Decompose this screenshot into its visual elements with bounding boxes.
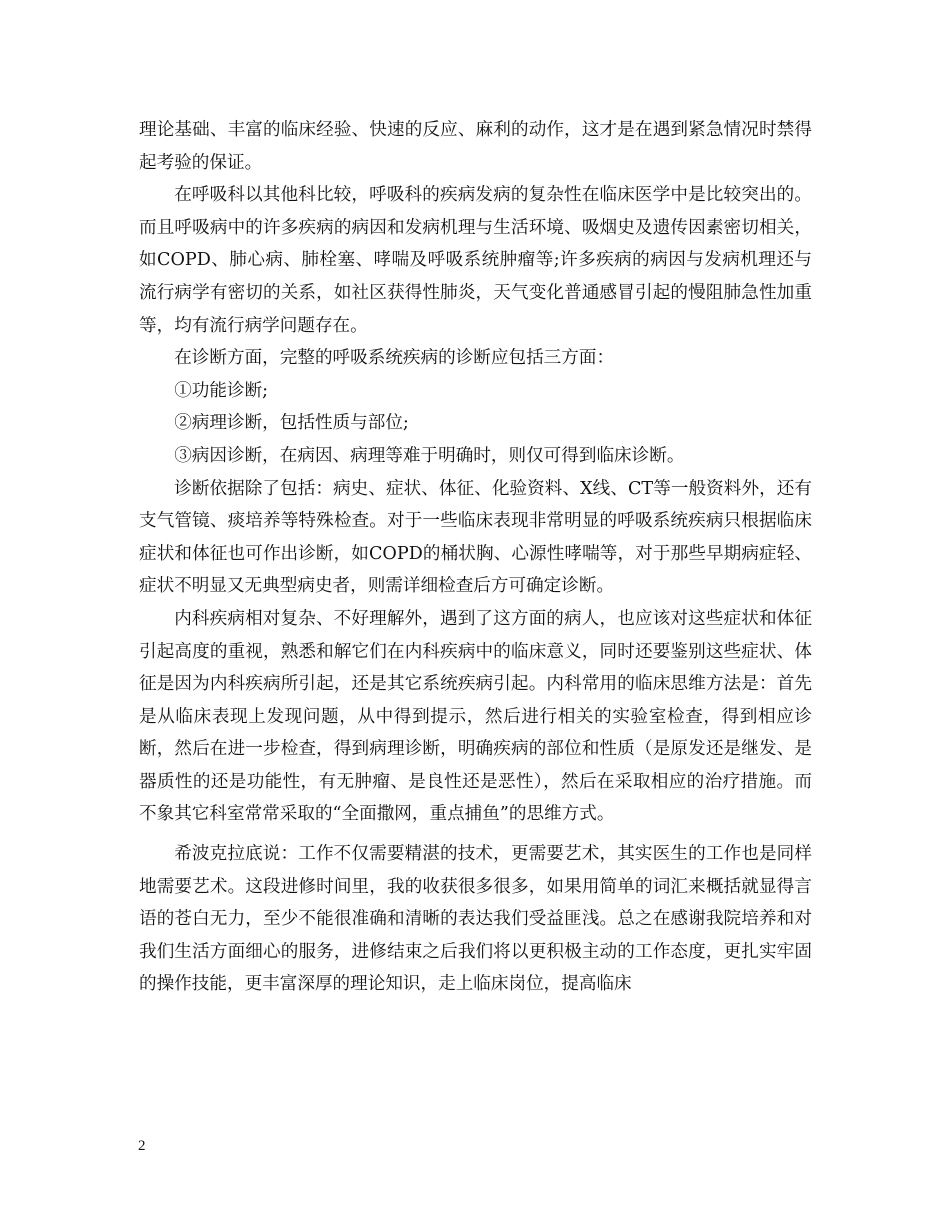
list-item-functional-diagnosis: ①功能诊断;	[174, 380, 269, 401]
paragraph-continuation: 理论基础、丰富的临床经验、快速的反应、麻利的动作，这才是在遇到紧急情况时禁得起考验的保证。	[139, 120, 812, 173]
list-item-etiological-diagnosis: ③病因诊断，在病因、病理等难于明确时，则仅可得到临床诊断。	[174, 445, 685, 466]
page-number: 2	[138, 1138, 146, 1154]
paragraph-diagnosis-intro: 在诊断方面，完整的呼吸系统疾病的诊断应包括三方面：	[174, 348, 615, 369]
paragraph-hippocrates: 希波克拉底说：工作不仅需要精湛的技术，更需要艺术，其实医生的工作也是同样地需要艺术。这段进修时间里，我的收获很多很多，如果用简单的词汇来概括就显得言语的苍白无力，至少不能很准确和清晰的表达我们受益匪浅。总之在感谢我院培养和对我们生活方面细心的服务，进修结束之后我们将以更积极主动的工作态度，更扎实牢固的操作技能，更丰富深厚的理论知识，走上临床岗位，提高临床	[139, 844, 812, 995]
paragraph-respiratory-complexity: 在呼吸科以其他科比较，呼吸科的疾病发病的复杂性在临床医学中是比较突出的。而且呼吸病中的许多疾病的病因和发病机理与生活环境、吸烟史及遗传因素密切相关，如COPD、肺心病、肺栓塞、哮喘及呼吸系统肿瘤等;许多疾病的病因与发病机理还与流行病学有密切的关系，如社区获得性肺炎，天气变化普通感冒引起的慢阻肺急性加重等，均有流行病学问题存在。	[139, 185, 812, 336]
paragraph-diagnostic-basis: 诊断依据除了包括：病史、症状、体征、化验资料、X线、CT等一般资料外，还有支气管镜、痰培养等特殊检查。对于一些临床表现非常明显的呼吸系统疾病只根据临床症状和体征也可作出诊断，如COPD的桶状胸、心源性哮喘等，对于那些早期病症轻、症状不明显又无典型病史者，则需详细检查后方可确定诊断。	[139, 478, 812, 597]
document-body	[139, 114, 812, 1001]
list-item-pathological-diagnosis: ②病理诊断，包括性质与部位;	[174, 413, 409, 434]
paragraph-clinical-thinking: 内科疾病相对复杂、不好理解外，遇到了这方面的病人，也应该对这些症状和体征引起高度的重视，熟悉和解它们在内科疾病中的临床意义，同时还要鉴别这些症状、体征是因为内科疾病所引起，还是其它系统疾病引起。内科常用的临床思维方法是：首先是从临床表现上发现问题，从中得到提示，然后进行相关的实验室检查，得到相应诊断，然后在进一步检查，得到病理诊断，明确疾病的部位和性质（是原发还是继发、是器质性的还是功能性，有无肿瘤、是良性还是恶性），然后在采取相应的治疗措施。而不象其它科室常常采取的“全面撒网，重点捕鱼”的思维方式。	[139, 608, 812, 825]
